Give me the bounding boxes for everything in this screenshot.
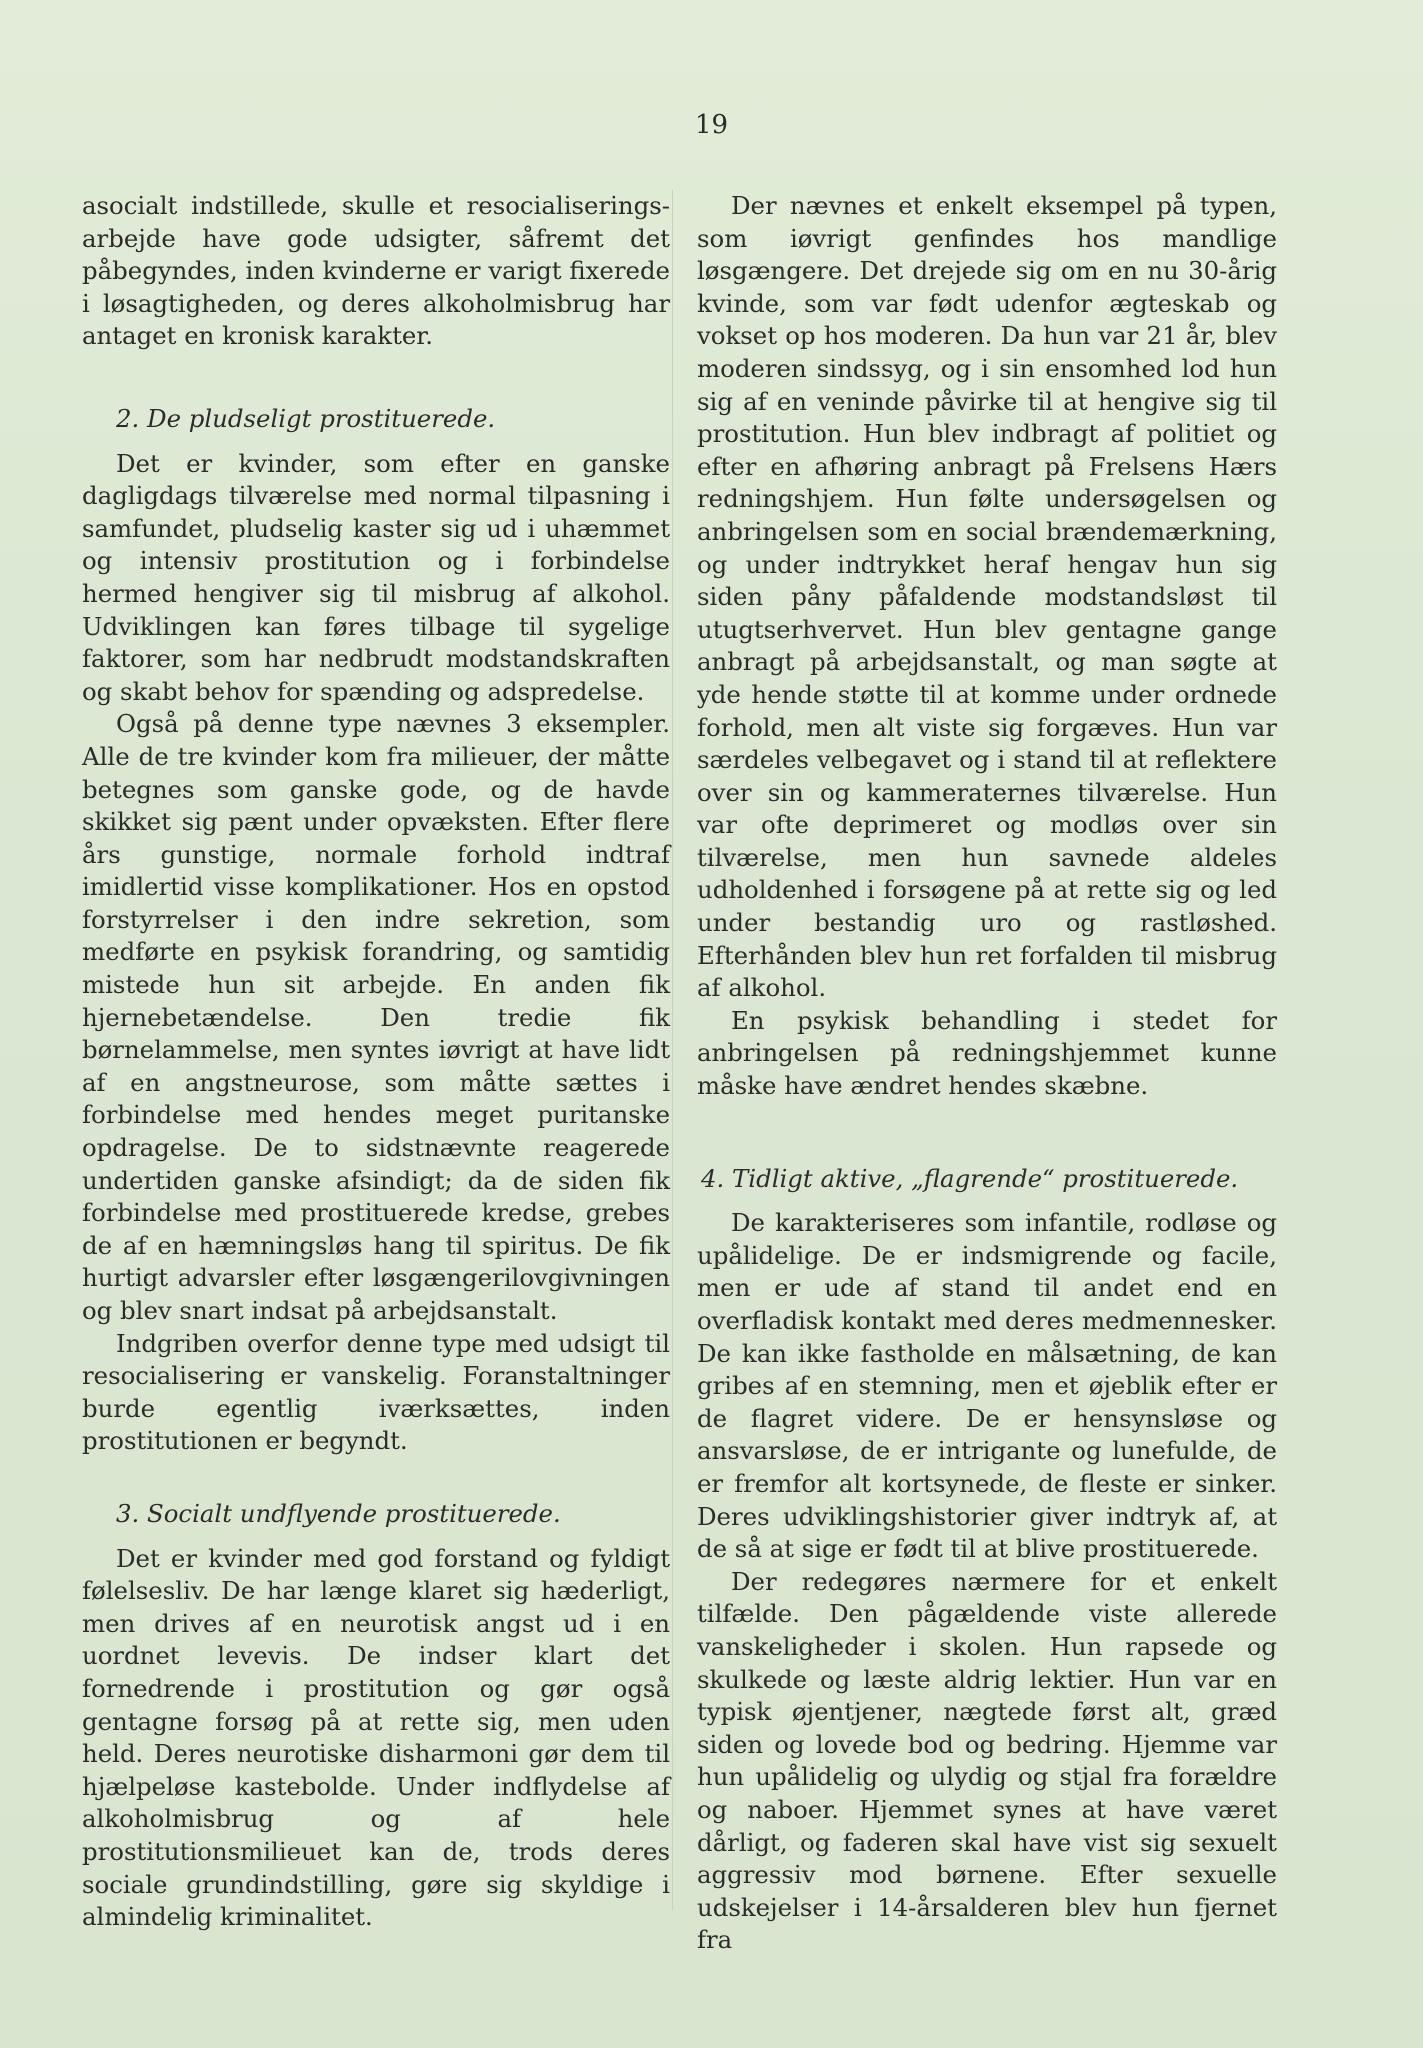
column-divider <box>672 190 673 1910</box>
paragraph: Indgriben overfor denne type med udsigt til resocialisering er vanskelig. Foranstaltninger burde egentlig iværksættes, inden prostitutionen er begyndt. <box>82 1328 670 1456</box>
paragraph: En psykisk behandling i stedet for anbringelsen på redningshjemmet kunne måske have ændret hendes skæbne. <box>697 1005 1277 1101</box>
paragraph: Det er kvinder med god forstand og fyldigt følelsesliv. De har længe klaret sig hæderligt, men drives af en neurotisk angst ud i en uordnet levevis. De indser klart det fornedrende i prostitution og gør også gentagne forsøg på at rette sig, men uden held. Deres neurotiske disharmoni gør dem til hjælpeløse kastebolde. Under indflydelse af alkoholmisbrug og af hele prostitutionsmilieuet kan de, trods deres sociale grundindstilling, gøre sig skyldige i almindelig kriminalitet. <box>82 1543 670 1932</box>
section-heading-3: 3. Socialt undflyende prostituerede. <box>116 1498 561 1528</box>
paragraph: Der redegøres nærmere for et enkelt tilfælde. Den pågældende viste allerede vanskeligheder i skolen. Hun rapsede og skulkede og læste aldrig lektier. Hun var en typisk øjentjener, nægtede først alt, græd siden og lovede bod og bedring. Hjemme var hun upålidelig og ulydig og stjal fra forældre og naboer. Hjemmet synes at have været dårligt, og faderen skal have vist sig sexuelt aggressiv mod børnene. Efter sexuelle udskejelser i 14-årsalderen blev hun fjernet fra <box>697 1566 1277 1955</box>
paragraph: De karakteriseres som infantile, rodløse og upålidelige. De er indsmigrende og facile, men er ude af stand til andet end en overfladisk kontakt med deres medmennesker. De kan ikke fastholde en målsætning, de kan gribes af en stemning, men et øjeblik efter er de flagret videre. De er hensynsløse og ansvarsløse, de er intrigante og lunefulde, de er fremfor alt kortsynede, de fleste er sinker. Deres udviklingshistorier giver indtryk af, at de så at sige er født til at blive prostituerede. <box>697 1208 1277 1564</box>
left-column <box>82 190 670 1934</box>
section-heading-2: 2. De pludseligt prostituerede. <box>116 403 496 433</box>
page-number: 19 <box>694 110 729 140</box>
right-column <box>697 190 1277 1957</box>
section-heading-4: 4. Tidligt aktive, „flagrende“ prostituerede. <box>701 1163 1239 1193</box>
paragraph: Det er kvinder, som efter en ganske dagligdags tilværelse med normal tilpasning i samfundet, pludselig kaster sig ud i uhæmmet og intensiv prostitution og i forbindelse hermed hengiver sig til misbrug af alkohol. Udviklingen kan føres tilbage til sygelige faktorer, som har nedbrudt modstandskraften og skabt behov for spænding og adspredelse. <box>82 448 670 706</box>
paragraph: Der nævnes et enkelt eksempel på typen, som iøvrigt genfindes hos mandlige løsgængere. Det drejede sig om en nu 30-årig kvinde, som var født udenfor ægteskab og vokset op hos moderen. Da hun var 21 år, blev moderen sindssyg, og i sin ensomhed lod hun sig af en veninde påvirke til at hengive sig til prostitution. Hun blev indbragt af politiet og efter en afhøring anbragt på Frelsens Hærs redningshjem. Hun følte undersøgelsen og anbringelsen som en social brændemærkning, og under indtrykket heraf hengav hun sig siden påny påfaldende modstandsløst til utugtserhvervet. Hun blev gentagne gange anbragt på arbejdsanstalt, og man søgte at yde hende støtte til at komme under ordnede forhold, men alt viste sig forgæves. Hun var særdeles velbegavet og i stand til at reflektere over sin og kammeraternes tilværelse. Hun var ofte deprimeret og modløs over sin tilværelse, men hun savnede aldeles udholdenhed i forsøgene på at rette sig og led under bestandig uro og rastløshed. Efterhånden blev hun ret forfalden til misbrug af alkohol. <box>697 191 1277 1003</box>
paragraph: Også på denne type nævnes 3 eksempler. Alle de tre kvinder kom fra milieuer, der måtte betegnes som ganske gode, og de havde skikket sig pænt under opvæksten. Efter flere års gunstige, normale forhold indtraf imidlertid visse komplikationer. Hos en opstod forstyrrelser i den indre sekretion, som medførte en psykisk forandring, og samtidig mistede hun sit arbejde. En anden fik hjernebetændelse. Den tredie fik børnelammelse, men syntes iøvrigt at have lidt af en angstneurose, som måtte sættes i forbindelse med hendes meget puritanske opdragelse. De to sidstnævnte reagerede undertiden ganske afsindigt; da de siden fik forbindelse med prostituerede kredse, grebes de af en hæmningsløs hang til spiritus. De fik hurtigt advarsler efter løsgængerilovgivningen og blev snart indsat på arbejdsanstalt. <box>82 709 670 1325</box>
paragraph: asocialt indstillede, skulle et resocialiserings-arbejde have gode udsigter, såfremt det påbegyndes, inden kvinderne er varigt fixerede i løsagtigheden, og deres alkoholmisbrug har antaget en kronisk karakter. <box>82 191 670 351</box>
